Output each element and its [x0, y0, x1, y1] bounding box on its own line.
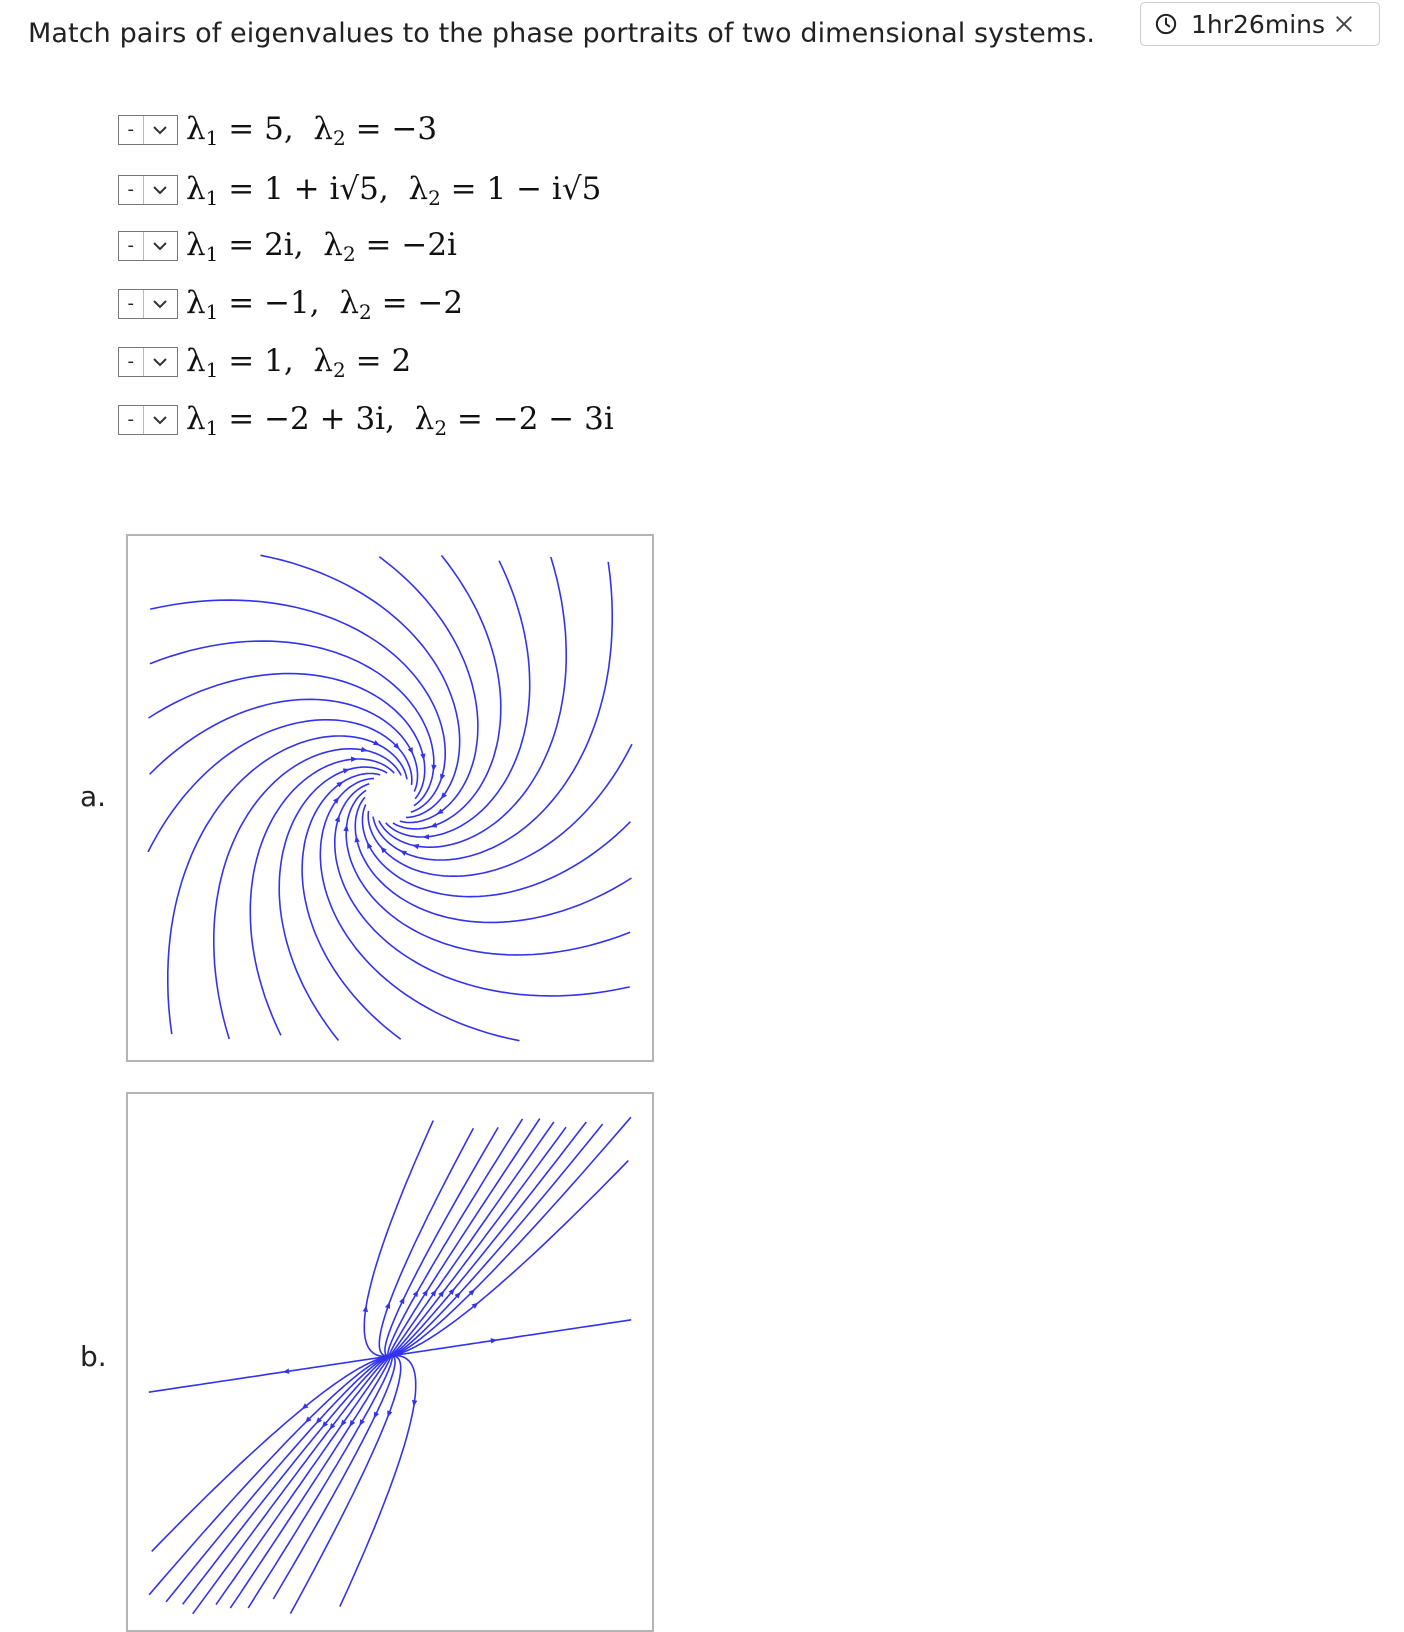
- match-select[interactable]: [118, 115, 178, 145]
- arrow-head: [363, 1305, 368, 1312]
- eigenvalue-pair: $\lambda_1 = 5$, $\lambda_2 = -3$: [186, 110, 438, 150]
- timer-badge: [1140, 2, 1380, 46]
- lambda2-value: 2: [391, 342, 412, 379]
- trajectory-curve: [373, 562, 612, 860]
- chevron-down-icon: [144, 406, 177, 434]
- trajectory-curve: [214, 749, 401, 1039]
- trajectory-curve: [230, 1356, 390, 1608]
- lambda2-value: −2: [417, 284, 464, 321]
- clock-icon: [1155, 13, 1177, 35]
- portrait-label: b.: [80, 1340, 107, 1373]
- lambda1-value: −2 + 3i: [264, 400, 386, 437]
- eigen-row: [118, 344, 411, 380]
- match-select[interactable]: [118, 347, 178, 377]
- eigen-row: [118, 228, 457, 264]
- eigenvalue-pair: $\lambda_1 = 1 + i√5$, $\lambda_2 = 1 - i√5$: [186, 170, 602, 210]
- trajectory-curve: [364, 1121, 433, 1357]
- lambda2-value: −2i: [401, 226, 457, 263]
- select-value: -: [119, 116, 144, 144]
- match-select[interactable]: [118, 175, 178, 205]
- eigenvalue-pair: $\lambda_1 = -2 + 3i$, $\lambda_2 = -2 - 3i$: [186, 400, 614, 440]
- eigenvalue-pair: $\lambda_1 = 1$, $\lambda_2 = 2$: [186, 342, 412, 382]
- trajectory-curve: [150, 600, 445, 812]
- chevron-down-icon: [144, 176, 177, 204]
- trajectory-curve: [391, 1320, 631, 1356]
- arrow-head: [420, 753, 425, 760]
- arrow-head: [430, 822, 437, 827]
- arrow-head: [440, 774, 445, 781]
- chevron-down-icon: [144, 116, 177, 144]
- eigenvalue-pair: $\lambda_1 = -1$, $\lambda_2 = -2$: [186, 284, 464, 324]
- trajectory-curve: [393, 556, 501, 829]
- arrow-head: [351, 756, 358, 761]
- phase-portrait-spiral: [126, 534, 654, 1062]
- arrow-head: [335, 815, 340, 822]
- match-select[interactable]: [118, 289, 178, 319]
- trajectory-curve: [390, 1119, 540, 1356]
- trajectory-curve: [363, 804, 631, 896]
- timer-text: 1hr26mins: [1191, 9, 1326, 39]
- trajectory-curve: [150, 699, 418, 791]
- spiral-plot: [128, 536, 652, 1060]
- trajectory-curve: [379, 557, 566, 847]
- eigenvalue-pair: $\lambda_1 = 2i$, $\lambda_2 = -2i$: [186, 226, 457, 266]
- select-value: -: [119, 176, 144, 204]
- eigen-row: [118, 172, 601, 208]
- arrow-head: [341, 1420, 347, 1427]
- portrait-label: a.: [80, 780, 107, 813]
- trajectory-curve: [320, 779, 519, 1041]
- arrow-head: [387, 1410, 392, 1417]
- trajectory-curve: [149, 1356, 389, 1392]
- lambda2-value: −2 − 3i: [492, 400, 614, 437]
- arrow-head: [412, 1400, 417, 1407]
- trajectory-curve: [168, 736, 407, 1034]
- arrow-head: [354, 836, 359, 843]
- trajectory-curve: [193, 1356, 390, 1614]
- lambda1-value: 1 + i√5: [264, 170, 379, 207]
- lambda2-value: −3: [391, 110, 438, 147]
- arrow-head: [385, 1302, 390, 1309]
- lambda2-value: 1 − i√5: [486, 170, 602, 207]
- chevron-down-icon: [144, 290, 177, 318]
- trajectory-curve: [390, 1122, 554, 1356]
- trajectory-curve: [335, 784, 630, 996]
- match-select[interactable]: [118, 405, 178, 435]
- trajectory-curve: [216, 1356, 390, 1605]
- chevron-down-icon: [144, 348, 177, 376]
- select-value: -: [119, 232, 144, 260]
- trajectory-curve: [302, 774, 401, 1040]
- lambda1-value: 5: [264, 110, 284, 147]
- lambda1-value: 2i: [264, 226, 294, 263]
- arrow-head: [422, 834, 429, 839]
- select-value: -: [119, 406, 144, 434]
- chevron-down-icon: [144, 232, 177, 260]
- eigen-row: [118, 286, 463, 322]
- lambda1-value: −1: [264, 284, 310, 321]
- phase-portrait-node: [126, 1092, 654, 1632]
- question-text: Match pairs of eigenvalues to the phase portraits of two dimensional systems.: [28, 18, 1096, 49]
- trajectory-curve: [166, 1356, 389, 1602]
- eigen-row: [118, 402, 614, 438]
- select-value: -: [119, 348, 144, 376]
- lambda1-value: 1: [264, 342, 284, 379]
- close-icon[interactable]: [1333, 13, 1355, 35]
- trajectory-curve: [273, 1356, 395, 1599]
- trajectory-curve: [152, 1356, 389, 1551]
- match-select[interactable]: [118, 231, 178, 261]
- arrow-head: [343, 768, 350, 773]
- trajectory-curve: [261, 555, 460, 817]
- select-value: -: [119, 290, 144, 318]
- node-plot: [128, 1094, 652, 1630]
- trajectory-curve: [379, 557, 478, 823]
- trajectory-curve: [279, 767, 387, 1040]
- eigen-row: [118, 112, 437, 148]
- trajectory-curve: [391, 1161, 628, 1356]
